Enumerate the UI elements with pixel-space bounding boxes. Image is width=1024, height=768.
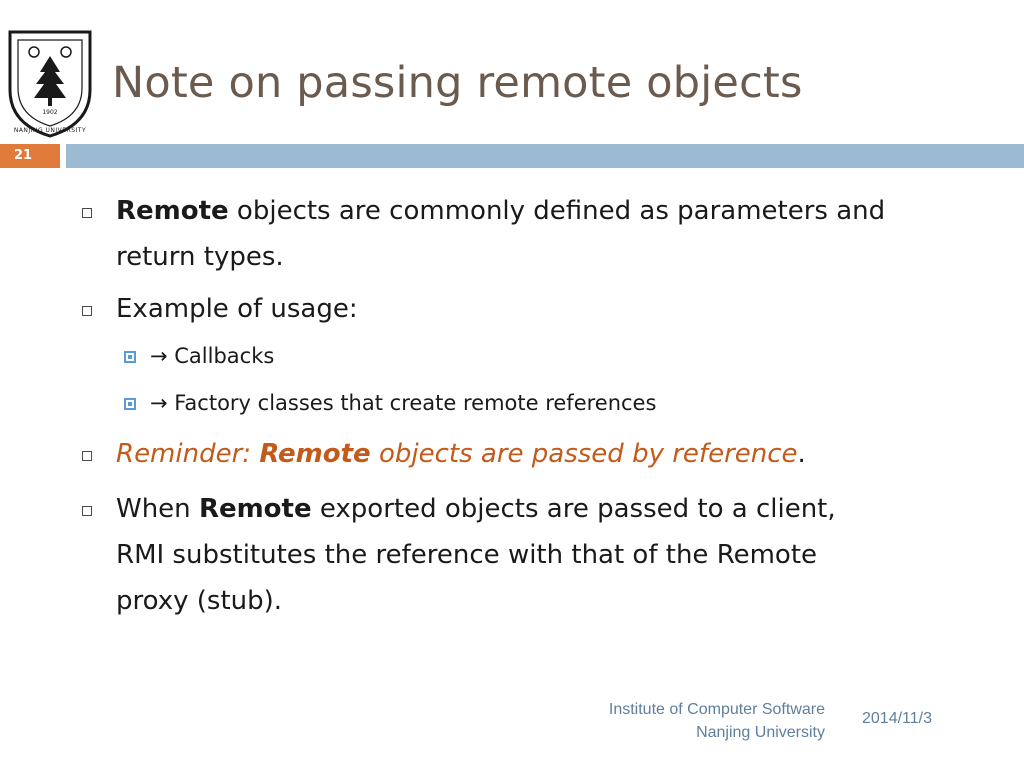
bullet-text: When Remote exported objects are passed to a client, RMI substitutes the reference with that of the Remote proxy (stub). <box>116 494 836 616</box>
university-seal-icon <box>4 28 96 138</box>
title-divider-bar <box>66 144 1024 168</box>
footer-university-name: Nanjing University <box>696 724 825 741</box>
bullet-text: Reminder: Remote objects are passed by reference. <box>116 439 806 469</box>
slide-number-box <box>0 144 60 168</box>
square-bullet-icon <box>82 306 92 316</box>
bullet-text: Example of usage: <box>116 294 358 324</box>
sub-bullet-text: → Callbacks <box>150 344 275 368</box>
footer-institute-name: Institute of Computer Software <box>608 701 825 718</box>
bold-term: Remote <box>198 494 312 524</box>
slide-title: Note on passing remote objects <box>112 58 803 108</box>
slide-number: 21 <box>14 148 33 163</box>
bold-term: Remote <box>116 196 229 226</box>
filled-square-bullet-icon <box>124 351 136 363</box>
footer-date: 2014/11/3 <box>862 710 932 727</box>
square-bullet-icon <box>82 506 92 516</box>
seal-year: 1902 <box>42 109 58 116</box>
filled-square-bullet-icon <box>124 398 136 410</box>
footer-institute <box>520 698 825 744</box>
square-bullet-icon <box>82 208 92 218</box>
bullet-text: Remote objects are commonly defined as parameters and return types. <box>116 196 886 272</box>
sub-bullet-text: → Factory classes that create remote references <box>150 391 657 415</box>
square-bullet-icon <box>82 451 92 461</box>
seal-ring-text: NANJING UNIVERSITY <box>13 127 87 134</box>
reminder-text: Reminder: Remote objects are passed by reference <box>116 439 798 469</box>
